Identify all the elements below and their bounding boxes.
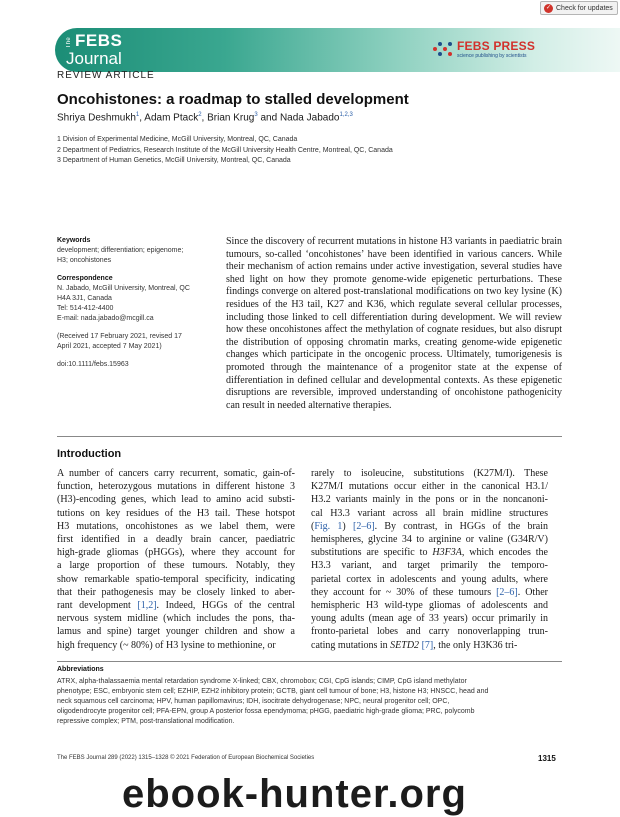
body-line-with-reference[interactable]: cating mutations in SETD2 [7], the only H3K36 tri-	[311, 639, 518, 651]
body-line: hemispheric H3 wild-type gliomas of adolescents and	[311, 600, 548, 612]
keywords-block	[57, 236, 217, 266]
article-type: REVIEW ARTICLE	[57, 70, 155, 81]
page-number: 1315	[538, 754, 556, 763]
check-for-updates-button[interactable]	[540, 1, 618, 15]
author-name: Shriya Deshmukh	[57, 112, 136, 124]
author-affiliation-sup[interactable]: 1	[135, 112, 140, 118]
doi-link[interactable]: doi:10.1111/febs.15963	[57, 361, 129, 368]
body-line: cal H3.3 variant across all brain midline structures	[311, 507, 548, 519]
body-line: K27M/I mutations occur either in the canonical H3.1/	[311, 481, 548, 493]
body-line: H3.3 variant, and target primarily the temporo-	[311, 560, 548, 572]
correspondence-email[interactable]: E-mail: nada.jabado@mcgill.ca	[57, 315, 154, 322]
abbreviations-line: repressive complex; PTM, post-translational modification.	[57, 718, 235, 725]
divider	[57, 661, 562, 662]
body-line: (H3)-encoding genes, which lead to amino acid substi-	[57, 494, 295, 506]
affiliations	[57, 136, 393, 168]
reference-link[interactable]: [1,2]	[137, 600, 157, 612]
body-line: lamus and spine) target younger children and show a	[57, 626, 295, 638]
abbreviations-list	[57, 677, 562, 727]
author-affiliation-sup[interactable]: 3	[254, 112, 258, 118]
febs-press-dots-icon	[433, 40, 455, 58]
keywords-line: H3; oncohistones	[57, 257, 112, 264]
press-tagline: science publishing by scientists	[457, 53, 527, 59]
author-affiliation-sup[interactable]: 1,2,3	[339, 112, 353, 118]
abbreviations-heading: Abbreviations	[57, 666, 104, 673]
body-line: show remarkable spatio-temporal specificity, indicating	[57, 573, 295, 585]
affiliation-item: 3 Department of Human Genetics, McGill University, Montreal, QC, Canada	[57, 157, 291, 164]
check-for-updates-label: Check for updates	[556, 4, 613, 12]
correspondence-heading: Correspondence	[57, 275, 113, 282]
reference-link[interactable]: [7]	[421, 639, 434, 651]
article-info-sidebar	[57, 236, 217, 370]
footer-citation: The FEBS Journal 289 (2022) 1315–1328 © 2021 Federation of European Biochemical Societies	[57, 755, 315, 761]
body-line: first identified in a deadly brain cancer, paediatric	[57, 534, 295, 546]
logo-febs: FEBS	[75, 31, 123, 50]
introduction-heading: Introduction	[57, 448, 122, 460]
body-line: that their pathogenesis may be closely linked to aber-	[57, 586, 295, 598]
history-block	[57, 332, 217, 352]
body-line: H3 mutations, oncohistones as we label them, were	[57, 520, 295, 532]
logo-the: The	[66, 37, 72, 49]
body-line: fronto-parietal lobes and carry nonoverlapping trun-	[311, 626, 548, 638]
abbreviations-line: neck squamous cell carcinoma; HPV, human papillomavirus; IDH, isocitrate dehydrogenase; NPC, neural progenitor cell; OPC,	[57, 698, 450, 705]
gene-name: SETD2	[390, 639, 420, 651]
keywords-line: development; differentiation; epigenome;	[57, 247, 184, 254]
author-list	[57, 112, 353, 123]
body-line-with-reference[interactable]: (Fig. 1) [2–6]. By contrast, in HGGs of the brain	[311, 520, 548, 532]
author-separator: ,	[139, 112, 145, 124]
logo-journal: Journal	[66, 49, 122, 68]
body-line: nervous system midline (which includes the pons, tha-	[57, 613, 295, 625]
body-line: hemispheres, glycine 34 to arginine or valine (G34R/V)	[311, 534, 548, 546]
abstract: Since the discovery of recurrent mutations in histone H3 variants in paediatric brain tumours, so-called ‘oncohistones’ have been identified in various cancers. While their mechanism of action remains under active investigation, several studies have shed light on how they promote genome-wide epigenetic perturbations. These findings converge on altered post-translational modifications on two key lysine (K) residues of the H3 tail, K27 and K36, which regulate several cellular processes, including those linked to cell differentiation during development. We will review how these oncohistones affect the methylation of cognate residues, but also disrupt the distribution of opposing chromatin marks, creating genome-wide epigenetic changes which participate in the oncogenic process. Ultimately, tumorigenesis is promoted through the maintenance of a progenitor state at the expense of differentiation in defined cellular and developmental contexts. As these epigenetic disruptions are reversible, improved understanding of oncohistone pathogenicity can result in needed alternative therapies.	[226, 236, 562, 411]
body-line: young adults (mean age of 33 years) occur primarily in	[311, 613, 548, 625]
body-line: substitutions are specific to H3F3A, which encodes the	[311, 547, 548, 559]
correspondence-block	[57, 274, 217, 324]
reference-link[interactable]: [2–6]	[352, 520, 375, 532]
body-line-with-reference[interactable]: they account for ~ 30% of these tumours [2–6]. Other	[311, 586, 548, 598]
body-line: A number of cancers carry recurrent, somatic, gain-of-	[57, 468, 295, 479]
divider	[57, 436, 562, 437]
body-line: a large proportion of these tumours. Notably, they	[57, 560, 295, 572]
body-line: rarely to isoleucine, substitutions (K27M/I). These	[311, 468, 548, 479]
abbreviations-line: phenotype; ESC, embryonic stem cell; EZHIP, EZH2 inhibitory protein; GCTB, giant cell tumour of bone; H3, histone H3; HNSCC, head and	[57, 688, 489, 695]
crossmark-icon: ✓	[545, 4, 552, 11]
history-line: April 2021, accepted 7 May 2021)	[57, 343, 162, 350]
watermark: ebook-hunter.org	[122, 772, 467, 816]
correspondence-line: H4A 3J1, Canada	[57, 295, 112, 302]
keywords-heading: Keywords	[57, 237, 91, 244]
author-separator: and	[257, 112, 280, 124]
affiliation-item: 1 Division of Experimental Medicine, McGill University, Montreal, QC, Canada	[57, 136, 298, 143]
article-title: Oncohistones: a roadmap to stalled development	[57, 91, 409, 108]
author-name: Nada Jabado	[279, 112, 340, 124]
body-column-left	[57, 467, 295, 652]
reference-link[interactable]: [2–6]	[496, 586, 518, 598]
body-line-with-reference[interactable]: rant development [1,2]. Indeed, HGGs of the central	[57, 600, 295, 612]
author-affiliation-sup[interactable]: 2	[198, 112, 202, 118]
author-separator: ,	[201, 112, 208, 124]
body-line: high frequency (~ 80%) of H3 lysine to methionine, or	[57, 639, 276, 651]
abbreviations-line: oligodendrocyte progenitor cell; PFA-EPN, group A posterior fossa ependymoma; pHGG, paediatric high-grade glioma; PRC, polycomb	[57, 708, 475, 715]
correspondence-line: Tel: 514-412-4400	[57, 305, 114, 312]
author-name: Adam Ptack	[144, 112, 199, 124]
body-line: high-grade gliomas (pHGGs), where they account for	[57, 547, 295, 559]
body-line: parietal cortex in adolescents and young adults, where	[311, 573, 548, 585]
body-line: function, heterozygous mutations in different histone 3	[57, 481, 295, 493]
body-line: tutions on key residues of the H3 tail. These hotspot	[57, 507, 295, 519]
body-line: H3.2 variants mainly in the pons or in the noncanoni-	[311, 494, 548, 506]
author-name: Brian Krug	[207, 112, 255, 124]
reference-link[interactable]: Fig. 1	[314, 520, 343, 532]
gene-name: H3F3A	[432, 547, 462, 559]
correspondence-line: N. Jabado, McGill University, Montreal, QC	[57, 285, 190, 292]
affiliation-item: 2 Department of Pediatrics, Research Institute of the McGill University Health Centre, Montreal, QC, Canada	[57, 146, 393, 154]
body-column-right	[311, 467, 548, 652]
history-line: (Received 17 February 2021, revised 17	[57, 333, 182, 340]
abbreviations-line: ATRX, alpha-thalassaemia mental retardation syndrome X-linked; CBX, chromobox; CGI, CpG islands; CIMP, CpG island methylator	[57, 678, 467, 685]
press-name: FEBS PRESS	[457, 39, 536, 53]
journal-banner	[55, 28, 620, 72]
